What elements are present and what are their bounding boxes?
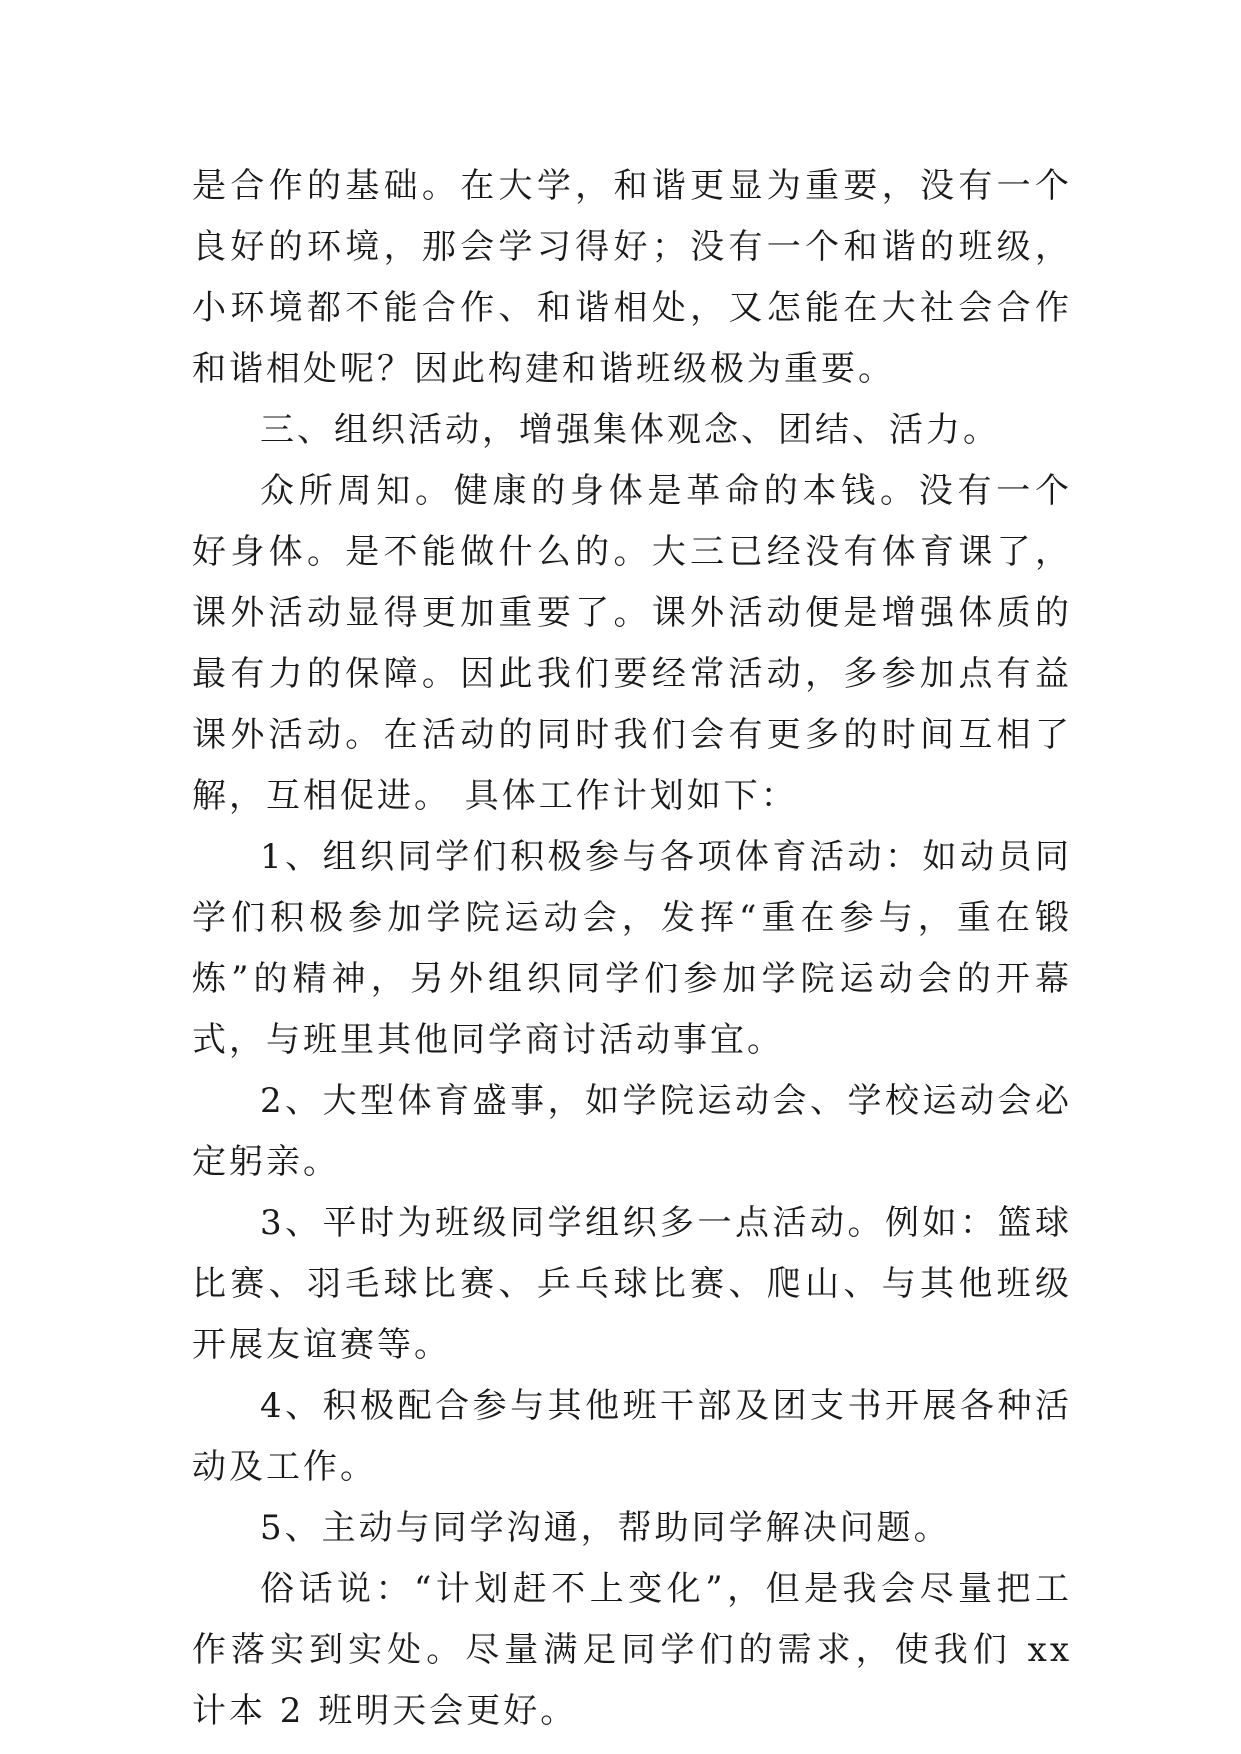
section-heading-3: 三、组织活动，增强集体观念、团结、活力。 xyxy=(260,410,1000,450)
paragraph-conclusion: 俗话说：“计划赶不上变化”，但是我会尽量把工作落实到实处。尽量满足同学们的需求，使我们 xx 计本 2 班明天会更好。 xyxy=(192,1569,1072,1731)
list-item-3: 3、平时为班级同学组织多一点活动。例如：篮球比赛、羽毛球比赛、乒乓球比赛、爬山、与其他班级开展友谊赛等。 xyxy=(192,1203,1072,1365)
list-item-2: 2、大型体育盛事，如学院运动会、学校运动会必定躬亲。 xyxy=(192,1081,1072,1182)
list-item-5: 5、主动与同学沟通，帮助同学解决问题。 xyxy=(260,1508,951,1548)
list-item-4: 4、积极配合参与其他班干部及团支书开展各种活动及工作。 xyxy=(192,1386,1072,1487)
list-item-1: 1、组织同学们积极参与各项体育活动：如动员同学们积极参加学院运动会，发挥“重在参与，重在锻炼”的精神，另外组织同学们参加学院运动会的开幕式，与班里其他同学商讨活动事宜。 xyxy=(192,837,1072,1060)
document-body xyxy=(192,156,1072,1742)
paragraph-health: 众所周知。健康的身体是革命的本钱。没有一个好身体。是不能做什么的。大三已经没有体育课了，课外活动显得更加重要了。课外活动便是增强体质的最有力的保障。因此我们要经常活动，多参加点有益课外活动。在活动的同时我们会有更多的时间互相了解，互相促进。 具体工作计划如下： xyxy=(192,471,1072,816)
paragraph-harmony-continued: 是合作的基础。在大学，和谐更显为重要，没有一个良好的环境，那会学习得好；没有一个和谐的班级，小环境都不能合作、和谐相处，又怎能在大社会合作和谐相处呢？因此构建和谐班级极为重要。 xyxy=(192,166,1072,389)
